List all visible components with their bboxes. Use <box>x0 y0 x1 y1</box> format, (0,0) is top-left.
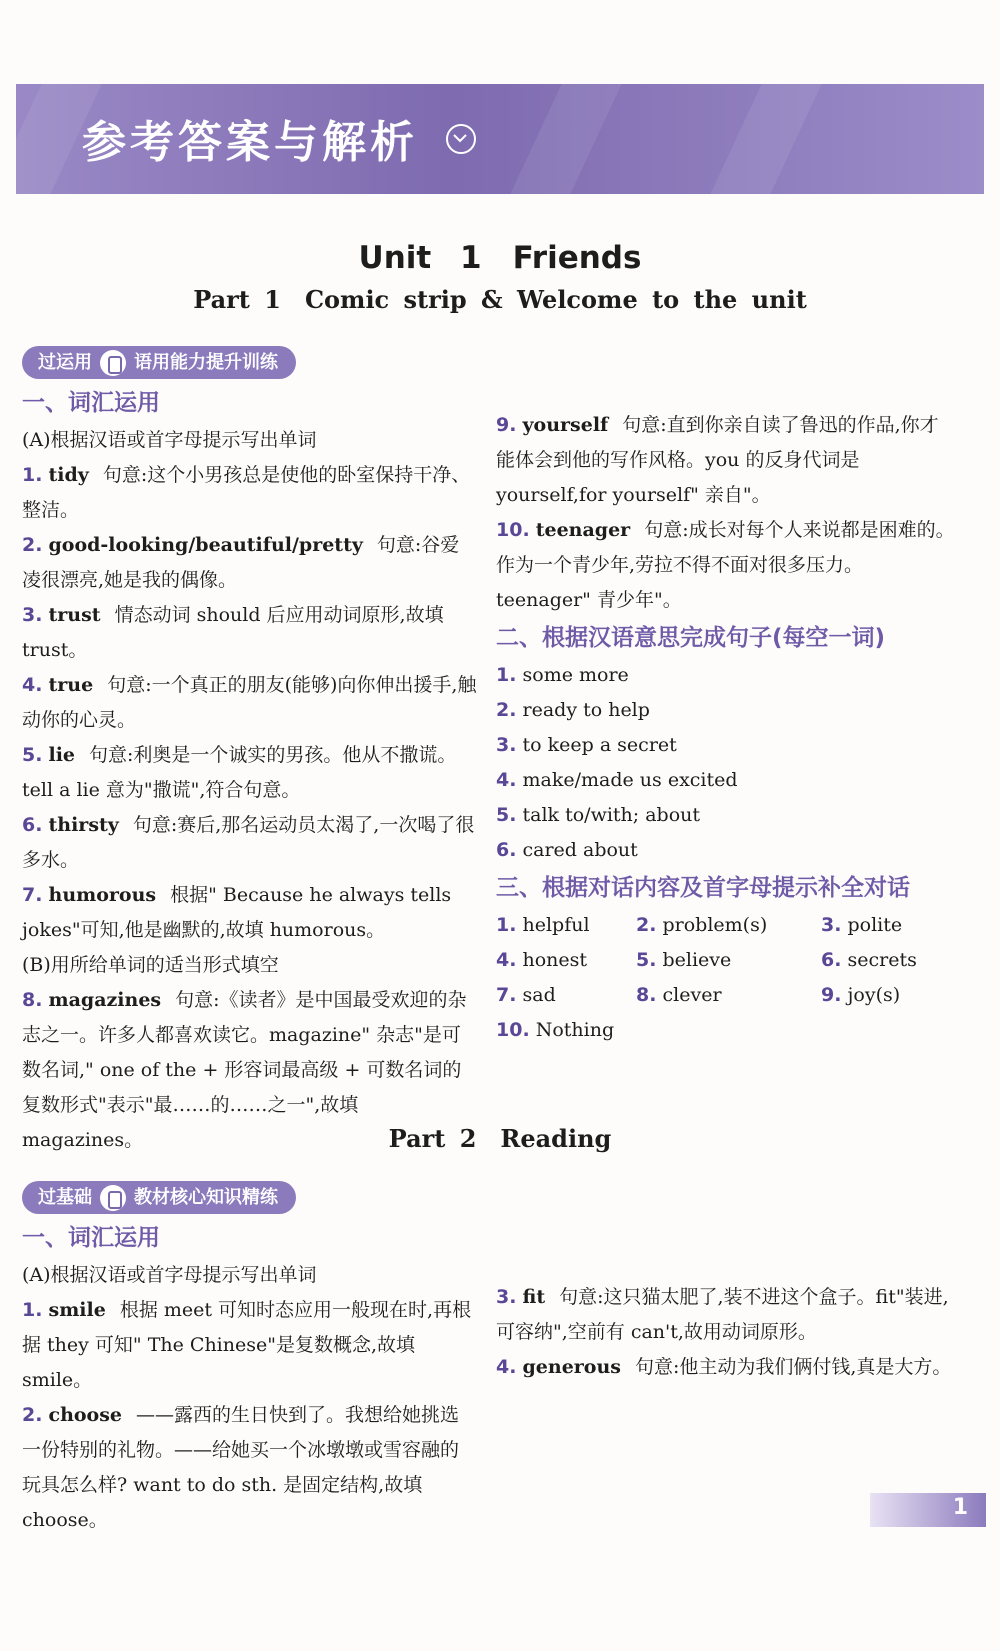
answer-item <box>22 598 477 668</box>
chevron-down-icon <box>446 124 476 154</box>
answer-text: problem(s) <box>662 914 768 936</box>
explanation: 根据" Because he always tells jokes"可知,他是幽默的,故填 humorous。 <box>22 884 452 941</box>
answer-item <box>22 458 477 528</box>
item-number: 3. <box>821 914 842 936</box>
part2-right-column <box>496 1280 956 1385</box>
item-number: 4. <box>496 949 517 971</box>
item-number: 1. <box>22 1299 43 1321</box>
answer-item <box>22 738 477 808</box>
list-item <box>496 833 956 868</box>
dialog-answers <box>496 908 956 1048</box>
explanation: 句意:谷爱凌很漂亮,她是我的偶像。 <box>22 534 460 591</box>
subsection-heading: (A)根据汉语或首字母提示写出单词 <box>22 429 317 451</box>
clipboard-icon <box>100 1185 126 1211</box>
answer-word: humorous <box>48 884 157 906</box>
section-pill <box>22 1181 296 1214</box>
list-item <box>496 693 956 728</box>
item-number: 10. <box>496 519 530 541</box>
item-number: 2. <box>22 534 43 556</box>
answer-text: clever <box>662 984 722 1006</box>
list-item <box>496 763 956 798</box>
answer-word: generous <box>522 1356 621 1378</box>
item-number: 8. <box>636 984 657 1006</box>
explanation: 句意:一个真正的朋友(能够)向你伸出援手,触动你的心灵。 <box>22 674 477 731</box>
answer-word: teenager <box>535 519 631 541</box>
part1-left-column <box>22 340 477 1158</box>
list-item <box>636 943 821 978</box>
banner-stripe <box>710 84 821 194</box>
item-number: 2. <box>496 699 517 721</box>
list-item <box>496 728 956 763</box>
answer-word: tidy <box>48 464 89 486</box>
answer-text: helpful <box>522 914 590 936</box>
page-number-tab <box>870 1493 986 1527</box>
section-pill <box>22 346 296 379</box>
answer-text: believe <box>662 949 732 971</box>
page-number: 1 <box>952 1495 968 1520</box>
item-number: 3. <box>22 604 43 626</box>
item-number: 4. <box>496 1356 517 1378</box>
explanation: 根据 meet 可知时态应用一般现在时,再根据 they 可知" The Chinese"是复数概念,故填 smile。 <box>22 1299 472 1391</box>
item-number: 5. <box>22 744 43 766</box>
item-number: 3. <box>496 734 517 756</box>
answer-item <box>496 1280 956 1350</box>
item-number: 2. <box>22 1404 43 1426</box>
pill-label: 过运用 <box>38 352 92 373</box>
answer-list <box>22 458 477 948</box>
answer-word: fit <box>522 1286 546 1308</box>
item-number: 6. <box>496 839 517 861</box>
part2-left-column <box>22 1175 477 1538</box>
answer-item <box>22 808 477 878</box>
explanation: 情态动词 should 后应用动词原形,故填 trust。 <box>22 604 444 661</box>
pill-label: 过基础 <box>38 1187 92 1208</box>
answer-item <box>496 1350 956 1385</box>
answer-text: make/made us excited <box>522 769 738 791</box>
item-number: 4. <box>496 769 517 791</box>
item-number: 9. <box>821 984 842 1006</box>
answer-word: smile <box>48 1299 106 1321</box>
header-banner <box>16 84 984 194</box>
answer-text: Nothing <box>535 1019 615 1041</box>
answer-item <box>496 513 956 618</box>
explanation: 句意:这只猫太肥了,装不进这个盒子。fit"装进,可容纳",空前有 can't,故用动词原形。 <box>496 1286 949 1343</box>
item-number: 3. <box>496 1286 517 1308</box>
item-number: 1. <box>496 664 517 686</box>
list-item <box>821 978 956 1013</box>
answer-word: trust <box>48 604 101 626</box>
section-heading: 一、词汇运用 <box>22 1225 160 1251</box>
explanation: ——露西的生日快到了。我想给她挑选一份特别的礼物。——给她买一个冰墩墩或雪容融的玩具怎么样? want to do sth. 是固定结构,故填 choose。 <box>22 1404 460 1531</box>
answer-word: yourself <box>522 414 609 436</box>
chart-icon <box>100 350 126 376</box>
part1-right-column <box>496 408 956 1048</box>
answer-word: good-looking/beautiful/pretty <box>48 534 363 556</box>
answer-word: lie <box>48 744 76 766</box>
explanation: 句意:这个小男孩总是使他的卧室保持干净、整洁。 <box>22 464 471 521</box>
answer-text: honest <box>522 949 588 971</box>
answer-item <box>22 1398 477 1538</box>
explanation: 句意:利奥是一个诚实的男孩。他从不撒谎。tell a lie 意为"撒谎",符合句意。 <box>22 744 457 801</box>
list-item <box>496 943 636 978</box>
answer-text: ready to help <box>522 699 650 721</box>
section-heading: 三、根据对话内容及首字母提示补全对话 <box>496 875 910 901</box>
explanation: 句意:直到你亲自读了鲁迅的作品,你才能体会到他的写作风格。you 的反身代词是 yourself,for yourself" 亲自"。 <box>496 414 939 506</box>
answer-item <box>496 408 956 513</box>
answer-word: true <box>48 674 94 696</box>
explanation: 句意:他主动为我们俩付钱,真是大方。 <box>634 1356 952 1378</box>
answer-text: some more <box>522 664 629 686</box>
answer-item <box>22 1293 477 1398</box>
part1-title: Part 1 Comic strip & Welcome to the unit <box>193 285 807 314</box>
banner-stripe <box>510 84 621 194</box>
banner-title: 参考答案与解析 <box>82 117 418 168</box>
item-number: 7. <box>22 884 43 906</box>
item-number: 2. <box>636 914 657 936</box>
item-number: 1. <box>22 464 43 486</box>
section-heading: 二、根据汉语意思完成句子(每空一词) <box>496 625 886 651</box>
item-number: 7. <box>496 984 517 1006</box>
pill-subtitle: 语用能力提升训练 <box>134 352 278 373</box>
item-number: 8. <box>22 989 43 1011</box>
answer-text: secrets <box>847 949 917 971</box>
list-item <box>636 978 821 1013</box>
list-item <box>496 798 956 833</box>
item-number: 1. <box>496 914 517 936</box>
section-heading: 一、词汇运用 <box>22 390 160 416</box>
answer-item <box>22 668 477 738</box>
list-item <box>496 658 956 693</box>
item-number: 10. <box>496 1019 530 1041</box>
explanation: 句意:赛后,那名运动员太渴了,一次喝了很多水。 <box>22 814 475 871</box>
item-number: 6. <box>821 949 842 971</box>
list-item <box>496 978 636 1013</box>
item-number: 6. <box>22 814 43 836</box>
list-item <box>636 908 821 943</box>
subsection-heading: (A)根据汉语或首字母提示写出单词 <box>22 1264 317 1286</box>
list-item <box>821 943 956 978</box>
explanation: 句意:成长对每个人来说都是困难的。作为一个青少年,劳拉不得不面对很多压力。teenager" 青少年"。 <box>496 519 955 611</box>
answer-text: polite <box>847 914 903 936</box>
list-item <box>821 908 956 943</box>
part2-title: Part 2 Reading <box>388 1124 612 1153</box>
answer-item <box>22 528 477 598</box>
answer-word: thirsty <box>48 814 119 836</box>
answer-word: magazines <box>48 989 162 1011</box>
unit-title: Unit 1 Friends <box>358 240 642 276</box>
sentence-list <box>496 658 956 868</box>
list-item <box>496 908 636 943</box>
explanation: 句意:《读者》是中国最受欢迎的杂志之一。许多人都喜欢读它。magazine" 杂志"是可数名词," one of the + 形容词最高级 + 可数名词的复数形式"表示"最……的……之一",故填 magazines。 <box>22 989 467 1151</box>
answer-text: talk to/with; about <box>522 804 701 826</box>
item-number: 5. <box>636 949 657 971</box>
item-number: 9. <box>496 414 517 436</box>
pill-subtitle: 教材核心知识精练 <box>134 1187 278 1208</box>
subsection-heading: (B)用所给单词的适当形式填空 <box>22 954 279 976</box>
item-number: 4. <box>22 674 43 696</box>
list-item <box>496 1013 636 1048</box>
answer-word: choose <box>48 1404 123 1426</box>
answer-text: to keep a secret <box>522 734 677 756</box>
item-number: 5. <box>496 804 517 826</box>
answer-text: cared about <box>522 839 638 861</box>
answer-text: joy(s) <box>847 984 901 1006</box>
answer-text: sad <box>522 984 556 1006</box>
answer-item <box>22 878 477 948</box>
